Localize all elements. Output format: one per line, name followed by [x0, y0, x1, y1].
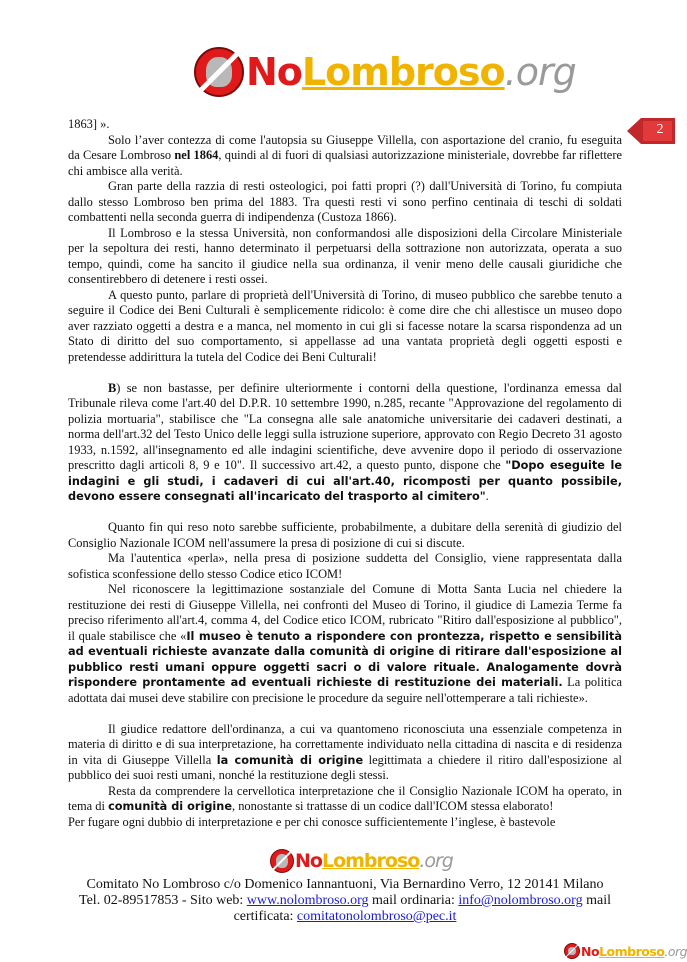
- paragraph: Gran parte della razzia di resti osteologici, poi fatti propri (?) dall'Università di Torino, fu compiuta dallo stesso Lombroso ben prima del 1883. Tra questi resti vi sono perfino centinaia di teschi di soldati combattenti nella seconda guerra di indipendenza (Custoza 1866).: [68, 179, 622, 224]
- paragraph: Solo l’aver contezza di come l'autopsia su Giuseppe Villella, con asportazione del cranio, fu eseguita da Cesare Lombroso nel 1864, quindi al di fuori di qualsiasi autorizzazione ministeriale, dovrebbe far riflettere chi ambisce alla verità.: [68, 132, 622, 178]
- no-lombroso-emblem-icon: [270, 849, 294, 873]
- paragraph: Resta da comprendere la cervellotica interpretazione che il Consiglio Nazionale ICOM ha operato, in tema di comunità di origine, nonostante si trattasse di un codice dall'ICOM stessa elaborato!: [68, 783, 622, 813]
- paragraph: Per fugare ogni dubbio di interpretazione e per chi conosce sufficientemente l’inglese, è bastevole: [68, 814, 556, 829]
- no-lombroso-emblem-icon: [564, 943, 580, 959]
- logo-wordmark: NoLombroso.org: [246, 50, 576, 94]
- footer-logo: [270, 848, 453, 874]
- logo-wordmark: NoLombroso.org: [295, 850, 453, 872]
- logo-wordmark: NoLombroso.org: [581, 943, 687, 959]
- no-lombroso-emblem-icon: [194, 47, 244, 97]
- website-link[interactable]: www.nolombroso.org: [246, 893, 369, 908]
- paragraph: Ma l'autentica «perla», nella presa di posizione suddetta del Consiglio, viene rappresentata dalla sofistica sconfessione dello stesso Codice etico ICOM!: [68, 551, 622, 581]
- header-logo: [194, 46, 576, 98]
- footer-cert: certificata: comitatonolombroso@pec.it: [233, 909, 457, 924]
- pec-email-link[interactable]: comitatonolombroso@pec.it: [296, 909, 457, 924]
- paragraph: A questo punto, parlare di proprietà dell'Università di Torino, di museo pubblico che sarebbe tenuto a seguire il Codice dei Beni Culturali è semplicemente ridicolo: è come dire che chi allestisce un museo dopo aver razziato oggetti a destra e a manca, nel momento in cui gli si facesse notare la scarsa rispondenza ad un Stato di diritto del suo comportamento, si appellasse ad una vantata proprietà degli oggetti esposti e pretendesse addirittura la tutela del Codice dei Beni Culturali!: [68, 287, 622, 364]
- page-number-tab: [627, 116, 675, 146]
- footer-address: Comitato No Lombroso c/o Domenico Iannantuoni, Via Bernardino Verro, 12 20141 Milano: [86, 877, 604, 892]
- footer-contacts: Tel. 02-89517853 - Sito web: www.nolombroso.org mail ordinaria: info@nolombroso.org mail: [79, 893, 611, 908]
- email-link[interactable]: info@nolombroso.org: [458, 893, 583, 908]
- page-number: 2: [656, 122, 664, 137]
- paragraph: Quanto fin qui reso noto sarebbe sufficiente, probabilmente, a dubitare della serenità di giudizio del Consiglio Nazionale ICOM nell'assumere la presa di posizione di cui si discute.: [68, 520, 622, 550]
- document-body: [68, 117, 622, 830]
- page-footer: [68, 877, 622, 925]
- paragraph: B) se non bastasse, per definire ulteriormente i contorni della questione, l'ordinanza emessa dal Tribunale rileva come l'art.40 del D.P.R. 10 settembre 1990, n.285, recante "Approvazione del regolamento di polizia mortuaria", stabilisce che "La consegna alle sale anatomiche universitarie dei cadaveri destinati, a norma dell'art.32 del Testo Unico delle leggi sulla istruzione superiore, approvato con Regio Decreto 31 agosto 1933, n.1592, all'insegnamento ed alle indagini scientifiche, deve avvenire dopo il periodo di osservazione prescritto dagli articoli 8, 9 e 10". Il successivo art.42, a questo punto, dispone che "Dopo eseguite le indagini e gli studi, i cadaveri di cui all'art.40, ricomposti per quanto possibile, devono essere consegnati all'incaricato del trasporto al cimitero".: [68, 380, 622, 503]
- paragraph: Il giudice redattore dell'ordinanza, a cui va quantomeno riconosciuta una essenziale competenza in materia di diritto e di sua interpretazione, ha correttamente individuato nella cittadina di nascita e di residenza in vita di Giuseppe Villella la comunità di origine legittimata a chiedere il ritiro dall'esposizione al pubblico dei suoi resti umani, nonché la restituzione degli stessi.: [68, 721, 622, 782]
- corner-logo: [564, 942, 687, 960]
- paragraph: 1863] ».: [68, 117, 110, 131]
- paragraph: Il Lombroso e la stessa Università, non conformandosi alle disposizioni della Circolare Ministeriale per la sepoltura dei resti, hanno determinato il perpetuarsi della sottrazione non autorizzata, operata a suo tempo, quindi, come ha sancito il giudice nella sua ordinanza, il venir meno delle causali giuridiche che consentirebbero di detenere i resti ossei.: [68, 225, 622, 286]
- paragraph: Nel riconoscere la legittimazione sostanziale del Comune di Motta Santa Lucia nel chiedere la restituzione dei resti di Giuseppe Villella, nei confronti del Museo di Torino, il giudice di Lamezia Terme fa preciso riferimento all'art.4, comma 4, del Codice etico ICOM, rubricato "Ritiro dall'esposizione al pubblico", il quale stabilisce che «Il museo è tenuto a rispondere con prontezza, rispetto e sensibilità ad eventuali richieste avanzate dalla comunità di origine di ritirare dall'esposizione al pubblico resti umani oppure oggetti sacri o di valore rituale. Analogamente dovrà rispondere prontamente ad eventuali richieste di restituzione dei materiali. La politica adottata dai musei deve stabilire con precisione le procedure da seguire nell'ottemperare a tali richieste».: [68, 582, 622, 705]
